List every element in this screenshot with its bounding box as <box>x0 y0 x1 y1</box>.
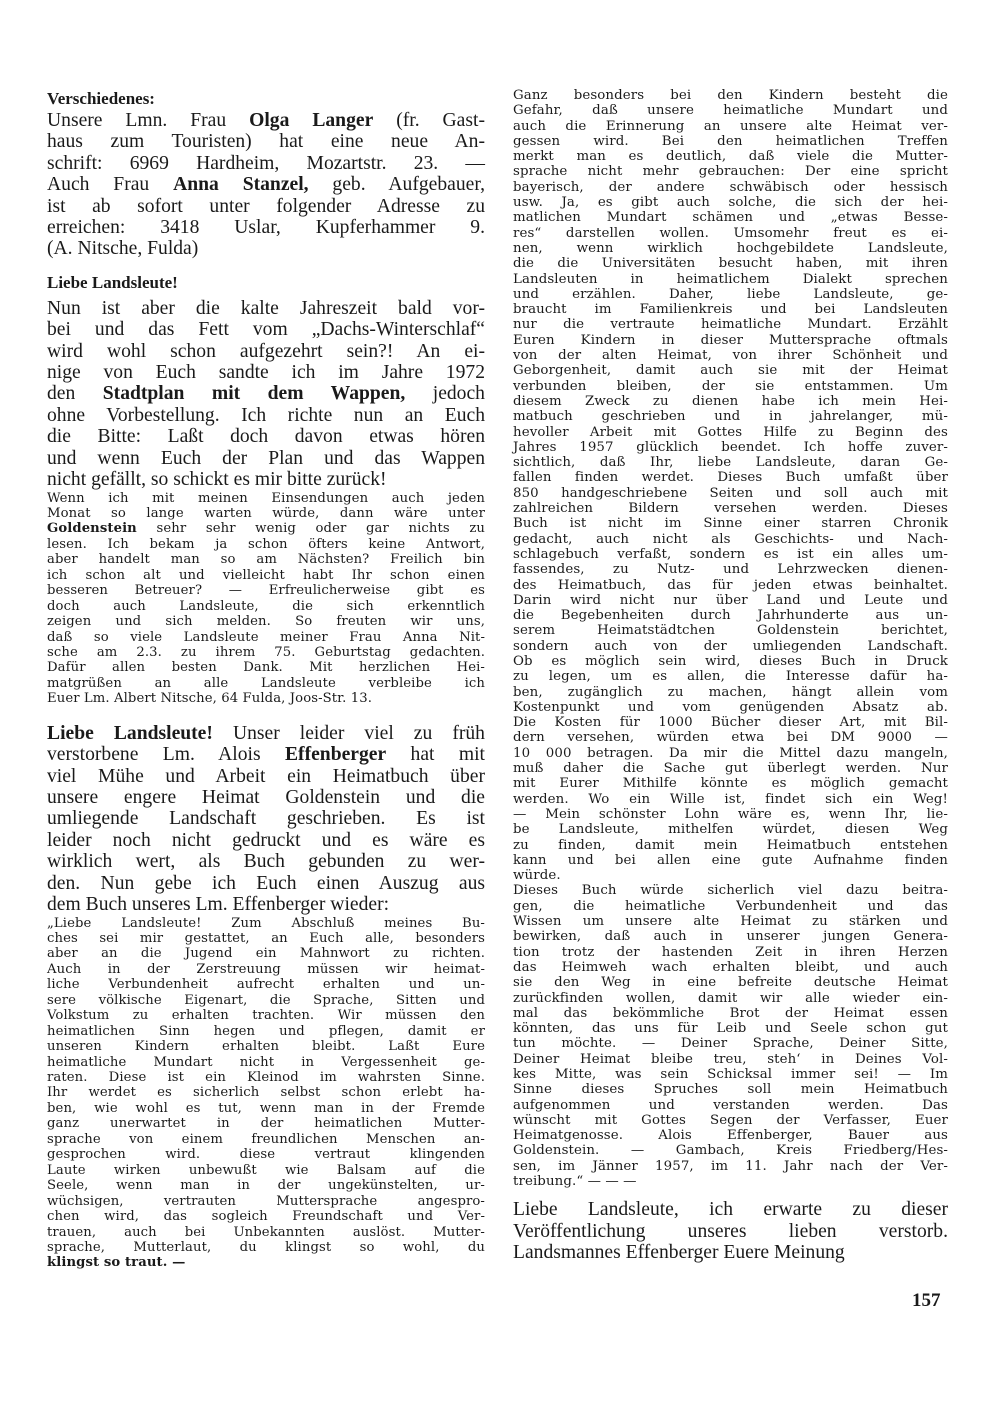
text-line: heimatliche Mundart nicht in Vergessenheit ge- <box>47 1054 485 1070</box>
text-line: Goldenstein. — Gambach, Kreis Friedberg/Hes- <box>513 1143 948 1159</box>
text-line: und wenn Euch der Plan und das Wappen <box>47 447 485 469</box>
text-line: muß daher die Sache gut überlegt werden. Nur <box>513 761 948 777</box>
text-line: Die Kosten für 1000 Bücher dieser Art, mit Bil- <box>513 715 948 731</box>
bold-text: Liebe Landsleute! <box>47 722 213 744</box>
text-line: Ganz besonders bei den Kindern besteht die <box>513 88 948 103</box>
text-line: könnten, das uns für Leib und Seele schon gut <box>513 1021 948 1037</box>
text-line: matgrüßen an alle Landsleute verbleibe ich <box>47 675 485 691</box>
text-line: zurückfinden wollen, damit wir alle wieder ein- <box>513 990 948 1006</box>
text-line: 850 handgeschriebene Seiten und soll auch mit <box>513 485 948 501</box>
heading-liebe-landsleute: Liebe Landsleute! <box>47 272 178 292</box>
text-line: erreichen: 3418 Uslar, Kupferhammer 9. <box>47 217 485 239</box>
text-line: bayerisch, der andere schwäbisch oder hessisch <box>513 179 948 195</box>
text-line: den Stadtplan mit dem Wappen, jedoch <box>47 383 485 405</box>
bold-text: Goldenstein <box>47 521 137 537</box>
text-line: Heimatgenosse. Alois Effenberger, Bauer aus <box>513 1128 948 1144</box>
page-number: 157 <box>912 1290 941 1311</box>
text-line: nen, wenn wirklich hochgebildete Landsleute, <box>513 240 948 256</box>
text-line: zeigen und sich melden. So freuten wir uns, <box>47 614 485 630</box>
text-line: Auch in der Zerstreuung müssen wir heimat- <box>47 961 485 977</box>
text-line: besseren Betreuer? — Erfreulicherweise gibt es <box>47 583 485 599</box>
text-line: 10 000 betragen. Da mir die Mittel dazu mangeln, <box>513 745 948 761</box>
text-line: be Landsleute, mithelfen würdet, diesen Weg <box>513 822 948 838</box>
left-column <box>47 88 485 1271</box>
text-line: Jahres 1957 glücklich beendet. Ich hoffe zuver- <box>513 439 948 455</box>
text-line: Liebe Landsleute! Unser leider viel zu früh <box>47 722 485 744</box>
text-line: dem Buch unseres Lm. Effenberger wieder: <box>47 894 390 916</box>
text-line: unsere engere Heimat Goldenstein und die <box>47 787 485 809</box>
text-line: verbunden bleiben, der sie entstammen. Um <box>513 378 948 394</box>
text-line: ist ab sofort unter folgender Adresse zu <box>47 195 485 217</box>
text-line: und erzählen. Daher, liebe Landsleute, ge- <box>513 286 948 302</box>
text-line: sen, im Jänner 1957, im 11. Jahr nach der Ver- <box>513 1158 948 1174</box>
text-line: (A. Nitsche, Fulda) <box>47 238 199 260</box>
text-line: Sinne dieses Spruches soll mein Heimatbuch <box>513 1082 948 1098</box>
text-line: haus zum Touristen) hat eine neue An- <box>47 131 485 153</box>
bold-text: Anna Stanzel, <box>173 174 309 196</box>
text-line: wünscht mit Gottes Segen der Verfasser, Euer <box>513 1112 948 1128</box>
text-line: verstorbene Lm. Alois Effenberger hat mit <box>47 744 485 766</box>
text-line: Gefahr, daß unsere heimatliche Mundart und <box>513 103 948 119</box>
effenberger-intro-paragraph <box>47 723 485 916</box>
text-line: zu finden, damit mein Heimatbuch entstehen <box>513 837 948 853</box>
text-line: Landsleuten in heimatlichem Dialekt sprechen <box>513 271 948 287</box>
text-line: heimatlichen Sinn hegen und pflegen, damit er <box>47 1023 485 1039</box>
bold-text: Effenberger <box>284 744 387 766</box>
text-line: nicht gefällt, so schickt es mir bitte zurück! <box>47 469 387 491</box>
text-line: nige von Euch sandte ich im Jahre 1972 <box>47 362 485 384</box>
text-line: viel Mühe und Arbeit ein Heimatbuch über <box>47 765 485 787</box>
text-line: werden. Wo ein Wille ist, findet sich ein Weg! <box>513 791 948 807</box>
text-line: kann und bei allen eine gute Aufnahme finden <box>513 852 948 868</box>
text-line: serem Heimatstädtchen Goldenstein berichtet, <box>513 623 948 639</box>
text-line: ich schon alt und vielleicht habt Ihr schon einen <box>47 567 485 583</box>
text-line: Wenn ich mit meinen Einsendungen auch jeden <box>47 490 485 506</box>
text-line: hevoller Arbeit mit Gottes Hilfe zu Beginn des <box>513 424 948 440</box>
text-line: den. Nun gebe ich Euch einen Auszug aus <box>47 872 485 894</box>
text-line: sche am 2.3. zu ihrem 75. Geburtstag gedachten. <box>47 645 485 661</box>
text-line: ches sei mir gestattet, an Euch alle, besonders <box>47 930 485 946</box>
text-line: kes Mitte, was sein Schicksal immer sei! — Im <box>513 1067 948 1082</box>
text-line: Nun ist aber die kalte Jahreszeit bald vor- <box>47 297 485 319</box>
text-line: das Heimweh wach erhalten bleibt, und auch <box>513 959 948 975</box>
text-line: tion trotz der hastenden Zeit in ihren Herzen <box>513 944 948 960</box>
text-line: Dieses Buch würde sicherlich viel dazu beitra- <box>513 883 948 899</box>
text-line: von der alten Heimat, von ihrer Schönheit und <box>513 348 948 364</box>
text-line: nur die vertraute heimatliche Mundart. Erzählt <box>513 317 948 333</box>
effenberger-quote-continued <box>513 88 948 1189</box>
text-line: leider noch nicht gedruckt und es wäre es <box>47 829 485 851</box>
text-line: Dafür allen besten Dank. Mit herzlichen Hei- <box>47 660 485 676</box>
text-line: zu legen, um es allen, die Interesse dafür ha- <box>513 669 948 685</box>
text-line: wird wohl schon aufgezehrt sein?! An ei- <box>47 340 485 362</box>
effenberger-quote-paragraph <box>47 916 485 1271</box>
text-line: die Bitte: Laßt doch davon etwas hören <box>47 426 485 448</box>
text-line: trauen, auch bei Unbekannten auslöst. Mutter- <box>47 1224 485 1240</box>
text-line: die Begebenheiten durch Jahrhunderte aus un- <box>513 608 948 624</box>
text-line: sprache von einem freundlichen Menschen an- <box>47 1131 485 1147</box>
text-line: Unsere Lmn. Frau Olga Langer (fr. Gast- <box>47 110 485 131</box>
text-line: ben, wie wohl es tut, wenn man in der Fremde <box>47 1100 485 1116</box>
text-line: Seele, wenn man in der ungekünstelten, ur- <box>47 1178 485 1194</box>
text-line: Kostenpunkt und vom genügenden Absatz ab. <box>513 699 948 715</box>
text-line: diesem Zweck zu dienen habe ich mein Hei- <box>513 393 948 409</box>
text-line: sprache nicht mehr gebrauchen: Der eine spricht <box>513 164 948 180</box>
text-line: wüchsigen, vertrauten Muttersprache angespro- <box>47 1193 485 1209</box>
text-line: schrift: 6969 Hardheim, Mozartstr. 23. — <box>47 152 485 174</box>
text-line: mit Eurer Mithilfe könnte es möglich gemacht <box>513 776 948 792</box>
text-line: Deiner Heimat bleibe treu, steh‘ in Deines Vol- <box>513 1051 948 1067</box>
text-line: umliegende Landschaft geschrieben. Es ist <box>47 808 485 830</box>
text-line: fassendes, zu Nutz- und Lehrzwecken dienen- <box>513 562 948 578</box>
nitsche-letter-paragraph <box>47 491 485 707</box>
text-line: res“ darstellen wollen. Umsomehr freut es ei- <box>513 225 948 241</box>
text-line: aber handelt man so am Nächsten? Freilich bin <box>47 552 485 568</box>
text-line: Monat so lange warten würde, dann wäre unter <box>47 505 485 521</box>
text-line: gessen wird. Bei den heimatlichen Treffen <box>513 133 948 149</box>
text-line: gesprochen wird. diese vertraut klingenden <box>47 1147 485 1163</box>
text-line: Volkstum zu erhalten trachten. Wir müssen den <box>47 1008 485 1024</box>
text-line: fallen finden werdet. Dieses Buch umfaßt über <box>513 470 948 486</box>
spacer <box>47 260 485 272</box>
text-line: „Liebe Landsleute! Zum Abschluß meines Bu- <box>47 915 485 931</box>
text-line: sondern auch von der umliegenden Landschaft. <box>513 638 948 654</box>
spacer <box>47 707 485 723</box>
text-line: Wissen um unsere alte Heimat zu stärken und <box>513 914 948 930</box>
closing-paragraph <box>513 1199 948 1264</box>
text-line: sichtlich, daß Ihr, liebe Landsleute, daran Ge- <box>513 455 948 471</box>
text-line: wirklich wert, als Buch gebunden zu wer- <box>47 851 485 873</box>
text-line: des Heimatbuch, das für jeden etwas beinhaltet. <box>513 577 948 593</box>
right-column <box>513 88 948 1264</box>
text-line: Euer Lm. Albert Nitsche, 64 Fulda, Joos-Str. 13. <box>47 691 372 707</box>
text-line: braucht im Familienkreis und bei Landsleuten <box>513 302 948 318</box>
text-line: bei und das Fett vom „Dachs-Winterschlaf“ <box>47 319 485 341</box>
text-line: würde. <box>513 868 561 884</box>
text-line: unseren Kindern erhalten bleibt. Laßt Eure <box>47 1039 485 1055</box>
text-line: tun möchte. — Deiner Sprache, Deiner Sitte, <box>513 1036 948 1052</box>
text-line: raten. Diese ist ein Kleinod im wahrsten Sinne. <box>47 1070 485 1086</box>
text-line: gen, die heimatliche Verbundenheit und das <box>513 898 948 914</box>
text-line: matlichen Mundart schämen und „etwas Besse- <box>513 210 948 226</box>
verschiedenes-body <box>47 110 485 260</box>
text-line: Auch Frau Anna Stanzel, geb. Aufgebauer, <box>47 174 485 196</box>
text-line: ganz unerwartet in der heimatlichen Mutter- <box>47 1116 485 1132</box>
text-line: Goldenstein sehr sehr wenig oder gar nichts zu <box>47 521 485 537</box>
text-line: Euren Kindern in dieser Muttersprache oftmals <box>513 332 948 348</box>
text-line: schlagebuch verfaßt, sondern es ist ein alles um- <box>513 546 948 562</box>
text-line: sprache, Mutterlaut, du klingst so wohl, du <box>47 1240 485 1256</box>
text-line: Liebe Landsleute, ich erwarte zu dieser <box>513 1199 948 1221</box>
bold-text: Olga Langer <box>249 110 374 131</box>
text-line: Ihr werdet es sicherlich selbst schon erlebt ha- <box>47 1085 485 1101</box>
text-line: aber an die Jugend ein Mahnwort zu richten. <box>47 946 485 962</box>
spacer <box>513 1189 948 1199</box>
text-line: matbuch geschrieben und in jahrelanger, mü- <box>513 409 948 425</box>
text-line: Laute wirken unbewußt wie Balsam auf die <box>47 1162 485 1178</box>
text-line: sere völkische Eigenart, die Sprache, Sitten und <box>47 992 485 1008</box>
text-line: Veröffentlichung unseres lieben verstorb. <box>513 1220 948 1242</box>
text-line: Ob es möglich sein wird, dieses Buch in Druck <box>513 653 948 669</box>
text-line: Landsmannes Effenberger Euere Meinung <box>513 1242 845 1264</box>
text-line: merkt man es deutlich, daß viele die Mutter- <box>513 149 948 165</box>
text-line: bewirken, daß auch in unserer jungen Genera- <box>513 929 948 945</box>
bold-text: Stadtplan mit dem Wappen, <box>102 383 406 405</box>
text-line: aufgenommen und verstanden werden. Das <box>513 1097 948 1113</box>
text-line: liche Verbundenheit aufrecht erhalten und un- <box>47 977 485 993</box>
text-line: sie den Weg in eine befreite deutsche Heimat <box>513 975 948 991</box>
text-line: zahlreichen Bildern versehen werden. Dieses <box>513 501 948 517</box>
text-line: auch die Erinnerung an unsere alte Heimat ver- <box>513 118 948 134</box>
text-line: ohne Vorbestellung. Ich richte nun an Euch <box>47 404 485 426</box>
text-line: chen wird, das sogleich Freundschaft und Ver- <box>47 1209 485 1225</box>
text-line <box>47 1255 485 1270</box>
heading-verschiedenes: Verschiedenes: <box>47 89 155 108</box>
text-line: — Mein schönster Lohn wäre es, wenn Ihr, lie- <box>513 806 948 822</box>
text-line: Buch ist nicht im Sinne einer starren Chronik <box>513 516 948 532</box>
text-line: die die Universitäten besucht haben, mit ihren <box>513 256 948 272</box>
text-line: daß so viele Landsleute meiner Frau Anna Nit- <box>47 629 485 645</box>
text-line: doch auch Landsleute, die sich erkenntlich <box>47 598 485 614</box>
text-line: gedacht, auch nicht als Geschichts- und Nach- <box>513 531 948 547</box>
bold-text: klingst so traut. — <box>47 1255 186 1271</box>
text-line: dern versehen, würden etwa bei DM 9000 — <box>513 730 948 746</box>
text-line: treibung.“ — — — <box>513 1174 637 1190</box>
text-line: mal das bekömmliche Brot der Heimat essen <box>513 1005 948 1021</box>
text-line: ben, zugänglich zu machen, hängt allein vom <box>513 684 948 700</box>
text-line: Darin wird nicht nur über Land und Leute und <box>513 592 948 608</box>
text-line: usw. Ja, es gibt auch solche, die sich der hei- <box>513 195 948 211</box>
text-line: lesen. Ich bekam ja schon öfters keine Antwort, <box>47 536 485 552</box>
text-line: Geborgenheit, damit auch sie mit der Heimat <box>513 363 948 379</box>
stadtplan-paragraph <box>47 298 485 491</box>
